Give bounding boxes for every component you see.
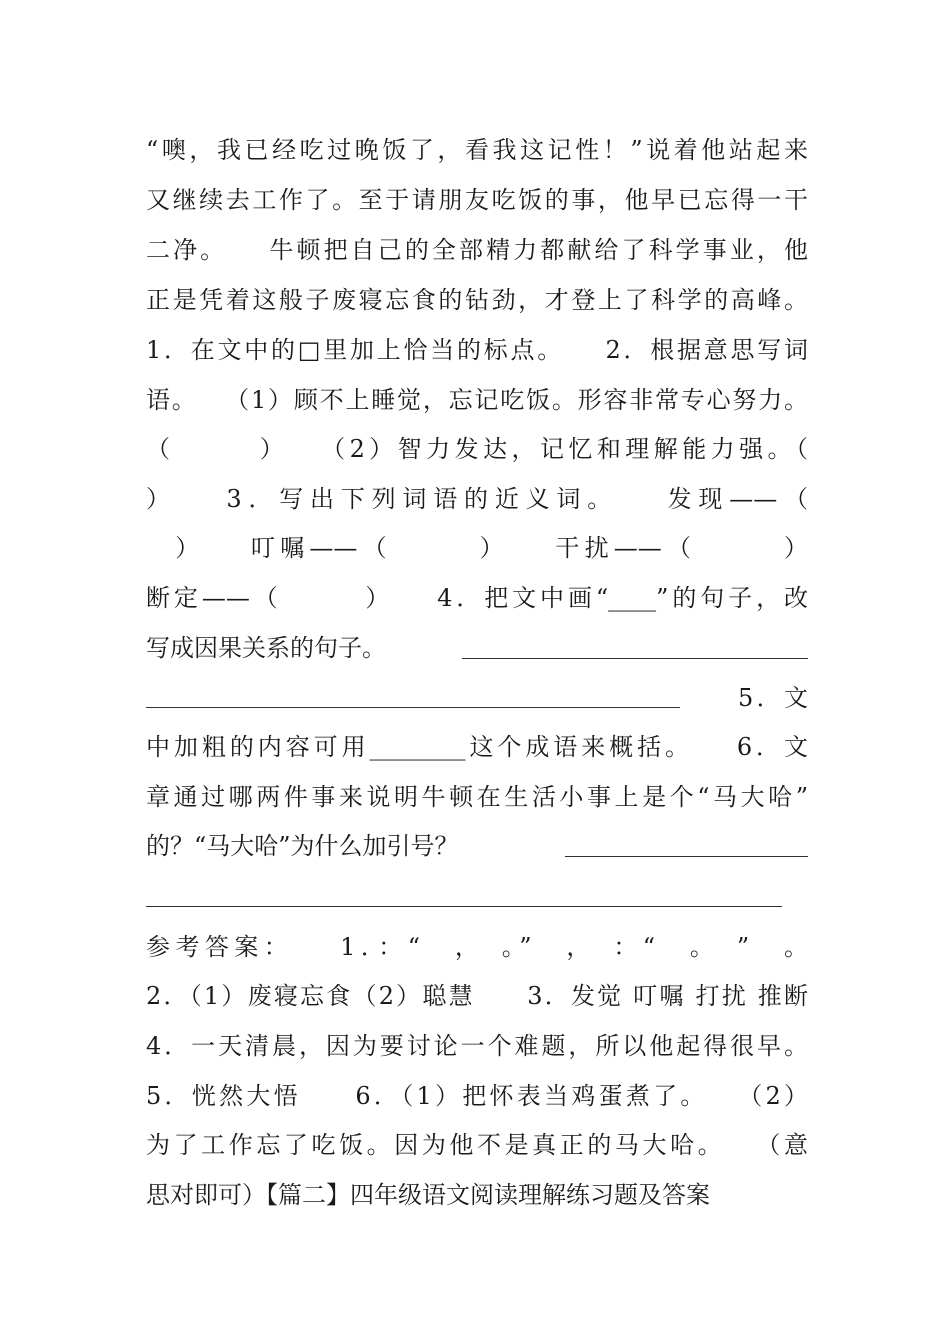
question-6-line: 章通过哪两件事来说明牛顿在生活小事上是个“马大哈” bbox=[146, 783, 808, 811]
text-line: （ ） （2）智力发达，记忆和理解能力强。（ bbox=[146, 435, 808, 463]
question-5-label: 5．文 bbox=[738, 684, 808, 712]
answer-blank-line bbox=[462, 658, 808, 659]
text-line: 又继续去工作了。至于请朋友吃饭的事，他早已忘得一干 bbox=[146, 186, 808, 214]
section-heading-line: 思对即可）【篇二】四年级语文阅读理解练习题及答案 bbox=[146, 1181, 710, 1209]
text-line: “噢，我已经吃过晚饭了，看我这记性！”说着他站起来 bbox=[146, 136, 808, 164]
text-line: 的？“马大哈”为什么加引号？ bbox=[146, 832, 459, 860]
question-1-line: 1．在文中的□里加上恰当的标点。 2．根据意思写词 bbox=[146, 336, 808, 364]
text-line: 中加粗的内容可用________这个成语来概括。 6．文 bbox=[146, 733, 808, 761]
text-line: ） 叮嘱——（ ） 干扰——（ ） bbox=[146, 534, 808, 562]
answer-key-line: 4．一天清晨，因为要讨论一个难题，所以他起得很早。 bbox=[146, 1032, 808, 1060]
question-3-line: ） 3．写出下列词语的近义词。 发现——（ bbox=[146, 485, 808, 513]
answer-key-line: 为了工作忘了吃饭。因为他不是真正的马大哈。 （意 bbox=[146, 1131, 808, 1159]
text-line: 语。 （1）顾不上睡觉，忘记吃饭。形容非常专心努力。 bbox=[146, 386, 808, 414]
text-line: 二净。 牛顿把自己的全部精力都献给了科学事业，他 bbox=[146, 236, 808, 264]
answer-blank-line bbox=[146, 707, 680, 708]
answer-blank-line bbox=[565, 856, 808, 857]
text-line: 写成因果关系的句子。 bbox=[146, 634, 386, 662]
answer-key-line: 参考答案： 1．：“ ， 。” ， ：“ 。 ” 。 bbox=[146, 933, 808, 961]
answer-key-line: 5．恍然大悟 6．（1）把怀表当鸡蛋煮了。 （2） bbox=[146, 1082, 808, 1110]
text-line: 正是凭着这般子废寝忘食的钻劲，才登上了科学的高峰。 bbox=[146, 286, 808, 314]
answer-key-line: 2．（1）废寝忘食（2）聪慧 3．发觉 叮嘱 打扰 推断 bbox=[146, 982, 808, 1010]
answer-blank-line bbox=[146, 906, 782, 907]
question-4-line: 断定——（ ） 4．把文中画“____”的句子，改 bbox=[146, 584, 808, 612]
